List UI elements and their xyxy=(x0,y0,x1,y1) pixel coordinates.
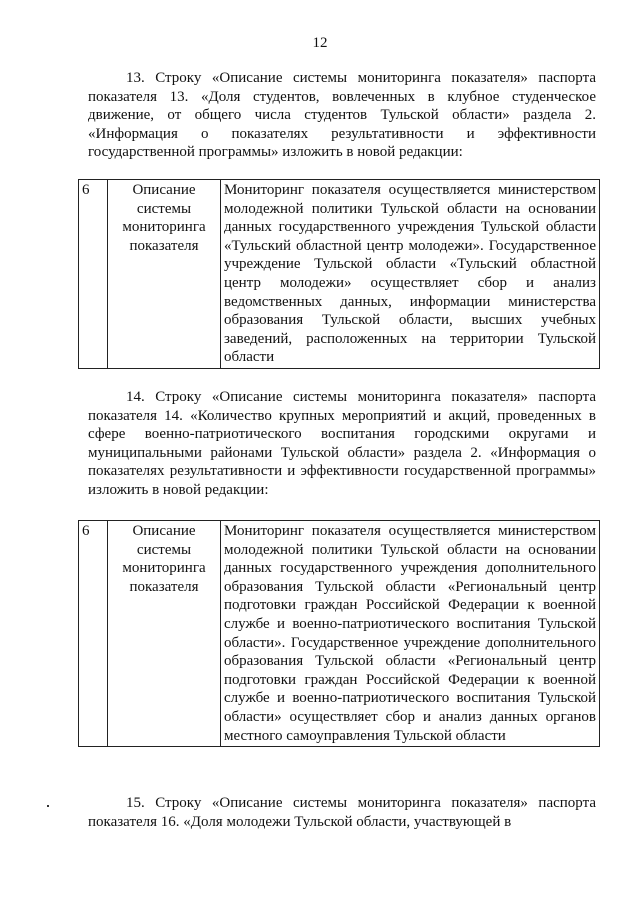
amendment-paragraph-13: 13. Строку «Описание системы мониторинга показателя» паспорта показателя 13. «Доля студентов, вовлеченных в клубное студенческое движение, от общего числа студентов Тульской области» раздела 2. «Информация о показателях результативности и эффективности государственной программы» изложить в новой редакции: xyxy=(88,70,596,161)
row-number-cell: 6 xyxy=(79,521,108,747)
amendment-paragraph-14: 14. Строку «Описание системы мониторинга показателя» паспорта показателя 14. «Количество крупных мероприятий и акций, проведенных в сфере военно-патриотического воспитания городскими округами и муниципальными районами Тульской области» раздела 2. «Информация о показателях результативности и эффективности государственной программы» изложить в новой редакции: xyxy=(88,389,596,498)
indicator-table-14 xyxy=(78,520,600,747)
table-row xyxy=(79,180,600,369)
indicator-table-13 xyxy=(78,179,600,369)
page-number: 12 xyxy=(312,35,328,51)
row-description-cell: Мониторинг показателя осуществляется министерством молодежной политики Тульской области на основании данных государственного учреждения дополнительного образования Тульской области «Региональный центр подготовки граждан Российской Федерации к военной службе и военно-патриотического воспитания Тульской области». Государственное учреждение дополнительного образования Тульской области «Региональный центр подготовки граждан Российской Федерации к военной службе и военно-патриотического воспитания Тульской области» осуществляет сбор и анализ данных органов местного самоуправления Тульской области xyxy=(221,521,600,747)
row-name-cell: Описание системы мониторинга показателя xyxy=(108,521,221,747)
margin-dot xyxy=(47,805,49,807)
row-description-cell: Мониторинг показателя осуществляется министерством молодежной политики Тульской области на основании данных государственного учреждения Тульской области «Тульский областной центр молодежи». Государственное учреждение Тульской области «Тульский областной центр молодежи» осуществляет сбор и анализ ведомственных данных, информации министерства образования Тульской области, высших учебных заведений, расположенных на территории Тульской области xyxy=(221,180,600,369)
row-name-cell: Описание системы мониторинга показателя xyxy=(108,180,221,369)
table-row xyxy=(79,521,600,747)
row-number-cell: 6 xyxy=(79,180,108,369)
amendment-paragraph-15: 15. Строку «Описание системы мониторинга показателя» паспорта показателя 16. «Доля молодежи Тульской области, участвующей в xyxy=(88,795,596,830)
